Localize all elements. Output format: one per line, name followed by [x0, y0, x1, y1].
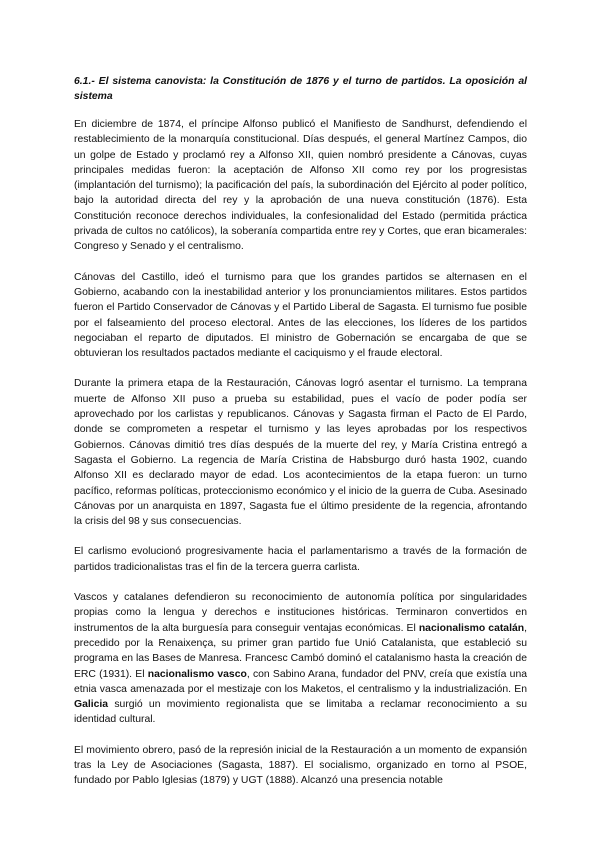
paragraph-text: , con Sabino Arana, fundador del PNV, creía que existía una etnia vasca amenazada por el mestizaje con los Maketos, el centralismo y la industrialización. En	[74, 668, 528, 695]
paragraph-text: Vascos y catalanes defendieron su reconocimiento de autonomía política por singularidades propias como la lengua y derechos e instituciones históricas. Terminaron convertidos en instrumentos de la alta burguesía para conseguir ventajas económicas. El	[74, 592, 527, 634]
bold-term-catalan: nacionalismo catalán	[418, 622, 525, 634]
paragraph-carlismo	[74, 544, 527, 575]
section-heading: 6.1.- El sistema canovista: la Constitución de 1876 y el turno de partidos. La oposición al sistema	[74, 76, 527, 102]
bold-term-basque: nacionalismo vasco	[147, 668, 247, 680]
paragraph-text: El carlismo evolucionó progresivamente hacia el parlamentarismo a través de la formación de partidos tradicionalistas tras el fin de la tercera guerra carlista.	[74, 546, 527, 573]
paragraph-nationalisms	[74, 590, 527, 728]
paragraph-labor-movement	[74, 743, 527, 789]
bold-term-galicia: Galicia	[74, 699, 109, 711]
paragraph-turnismo	[74, 270, 527, 362]
paragraph-text: Durante la primera etapa de la Restauración, Cánovas logró asentar el turnismo. La temprana muerte de Alfonso XII puso a prueba su estabilidad, pues el vacío de poder podía ser aprovechado por los carlistas y republicanos. Cánovas y Sagasta firman el Pacto de El Pardo, donde se comprometen a respetar el turnismo y las leyes aprobadas por los respectivos Gobiernos. Cánovas dimitió tres días después de la muerte del rey, y María Cristina entregó a Sagasta el Gobierno. La regencia de María Cristina de Habsburgo duró hasta 1902, cuando Alfonso XII es declarado mayor de edad. Los acontecimientos de la etapa fueron: un turno pacífico, reformas políticas, proteccionismo económico y el inicio de la guerra de Cuba. Asesinado Cánovas por un anarquista en 1897, Sagasta fue el último presidente de la regencia, afrontando la crisis del 98 y sus consecuencias.	[74, 378, 527, 528]
paragraph-text: , precedido por la Renaixença, su primer gran partido fue Unió Catalanista, que estableció su programa en las Bases de Manresa. Francesc Cambó dominó el catalanismo hasta la creación de ERC (1931). El	[74, 622, 527, 680]
paragraph-first-stage	[74, 376, 527, 529]
paragraph-restoration	[74, 117, 527, 255]
paragraph-text: surgió un movimiento regionalista que se limitaba a reclamar reconocimiento a su identidad cultural.	[74, 699, 527, 726]
paragraph-text: Cánovas del Castillo, ideó el turnismo para que los grandes partidos se alternasen en el Gobierno, acabando con la inestabilidad anterior y los pronunciamientos militares. Estos partidos fueron el Partido Conservador de Cánovas y el Partido Liberal de Sagasta. El turnismo fue posible por el falseamiento del proceso electoral. Antes de las elecciones, los líderes de los partidos negociaban el reparto de diputados. El ministro de Gobernación se encargaba de que se obtuvieran los resultados pactados mediante el caciquismo y el fraude electoral.	[74, 271, 527, 360]
paragraph-text: El movimiento obrero, pasó de la represión inicial de la Restauración a un momento de expansión tras la Ley de Asociaciones (Sagasta, 1887). El socialismo, organizado en torno al PSOE, fundado por Pablo Iglesias (1879) y UGT (1888). Alcanzó una presencia notable	[74, 744, 527, 787]
paragraph-text: En diciembre de 1874, el príncipe Alfonso publicó el Manifiesto de Sandhurst, defendiendo el restablecimiento de la monarquía constitucional. Días después, el general Martínez Campos, dio un golpe de Estado y proclamó rey a Alfonso XII, quien nombró presidente a Cánovas, cuyas principales medidas fueron: la aceptación de Alfonso XII como rey por los progresistas (implantación del turnismo); la pacificación del país, la subordinación del Ejército al poder político, bajo la autoridad directa del rey y la aprobación de una nueva constitución (1876). Esta Constitución reconoce derechos individuales, la confesionalidad del Estado (permitida práctica privada de cultos no católicos), la soberanía compartida entre rey y Cortes, que eran bicamerales: Congreso y Senado y el centralismo.	[74, 119, 527, 253]
